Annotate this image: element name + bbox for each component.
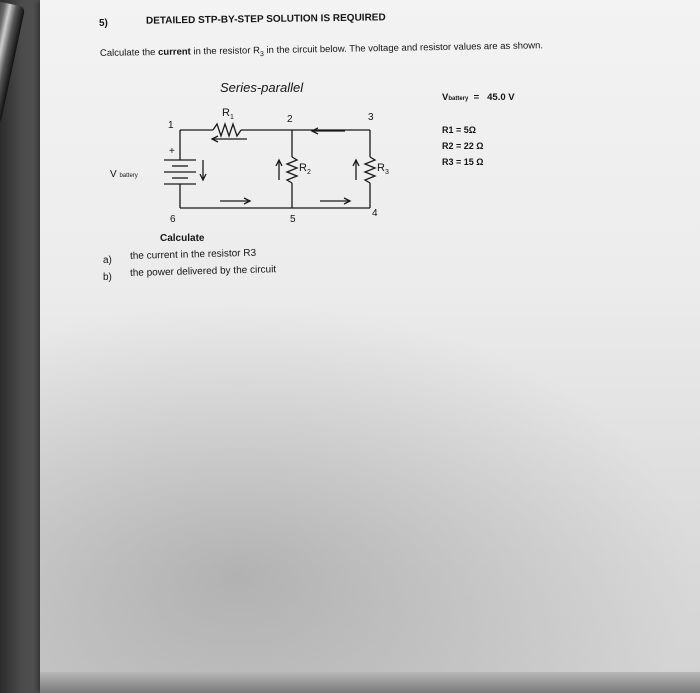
r1-letter: R	[222, 107, 230, 119]
task-a-letter: a)	[103, 255, 112, 266]
resistor-r2-zigzag	[287, 157, 297, 183]
r1-value: R1 = 5Ω	[442, 125, 476, 135]
r3-value: R3 = 15 Ω	[442, 157, 484, 167]
tasks-heading: Calculate	[160, 233, 205, 244]
r2-label	[299, 162, 311, 176]
battery-plus-sign: +	[169, 146, 175, 157]
battery-letter: V	[110, 169, 117, 180]
r3-label	[377, 162, 389, 176]
task-b-text: the power delivered by the circuit	[129, 264, 277, 279]
resistor-r1-zigzag	[213, 124, 241, 136]
problem-heading: DETAILED STP-BY-STEP SOLUTION IS REQUIRED	[145, 12, 386, 27]
vbatt-value-letter: V	[442, 92, 449, 103]
r2-value: R2 = 22 Ω	[442, 141, 484, 151]
r1-label	[222, 107, 234, 121]
vbatt-equals: =	[473, 92, 480, 103]
node-3-label: 3	[368, 112, 374, 123]
node-4-label: 4	[372, 208, 378, 219]
node-5-label: 5	[290, 214, 296, 225]
vbatt-value-line	[442, 92, 515, 103]
intro-text-end: in the circuit below. The voltage and resistor values are as shown.	[266, 40, 544, 57]
node-6-label: 6	[170, 214, 176, 225]
r2-subscript: 2	[306, 169, 311, 177]
vbatt-value: 45.0 V	[487, 92, 515, 103]
intro-bold-word: current	[157, 46, 191, 58]
resistor-r3-zigzag	[365, 157, 375, 183]
r1-subscript: 1	[229, 114, 234, 122]
vbatt-value-subscript: battery	[448, 96, 469, 102]
task-b-letter: b)	[103, 272, 112, 283]
problem-number: 5)	[99, 18, 108, 29]
intro-subscript: 3	[259, 51, 264, 59]
intro-text-middle: in the resistor R	[193, 45, 261, 58]
r3-letter: R	[377, 162, 385, 174]
intro-text-start: Calculate the	[99, 47, 156, 59]
r2-letter: R	[299, 162, 307, 174]
r3-subscript: 3	[384, 169, 389, 177]
node-2-label: 2	[287, 114, 293, 125]
circuit-title: Series-parallel	[220, 80, 304, 95]
battery-subscript: battery	[119, 173, 138, 179]
node-1-label: 1	[168, 120, 174, 131]
battery-label	[110, 169, 138, 180]
task-a-text: the current in the resistor R3	[129, 247, 257, 262]
